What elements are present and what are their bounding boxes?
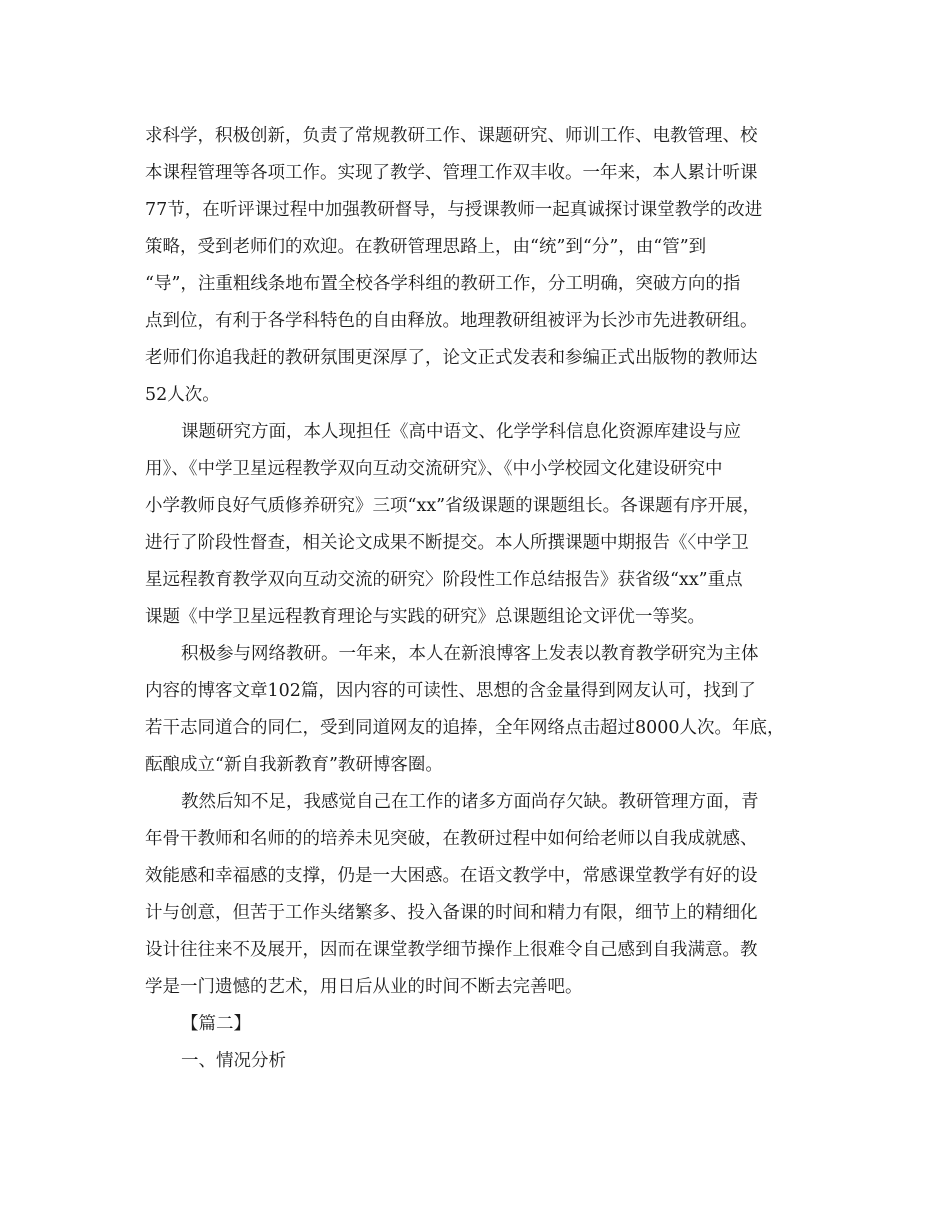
text-line: 若干志同道合的同仁，受到同道网友的追捧，全年网络点击超过8000人次。年底， [145, 718, 785, 738]
paragraph-online-research [145, 636, 810, 784]
text-line: 本课程管理等各项工作。实现了教学、管理工作双丰收。一年来，本人累计听课 [145, 163, 758, 183]
text-line: 设计往往来不及展开，因而在课堂教学细节操作上很难令自己感到自我满意。教 [145, 940, 758, 960]
text-line: 求科学，积极创新，负责了常规教研工作、课题研究、师训工作、电教管理、校 [145, 126, 758, 146]
text-line: 计与创意，但苦于工作头绪繁多、投入备课的时间和精力有限，细节上的精细化 [145, 903, 758, 923]
text-line: 学是一门遗憾的艺术，用日后从业的时间不断去完善吧。 [145, 977, 583, 997]
text-line: 星远程教育教学双向互动交流的研究〉阶段性工作总结报告》获省级“xx”重点 [145, 570, 743, 590]
text-line: 课题研究方面，本人现担任《高中语文、化学学科信息化资源库建设与应 [181, 422, 741, 442]
text-line: 课题《中学卫星远程教育理论与实践的研究》总课题组论文评优一等奖。 [145, 607, 705, 627]
text-line: 老师们你追我赶的教研氛围更深厚了，论文正式发表和参编正式出版物的教师达 [145, 348, 758, 368]
subheading-situation-analysis [145, 1043, 810, 1080]
paragraph-shortcomings [145, 784, 810, 1006]
text-line: 内容的博客文章102篇，因内容的可读性、思想的含金量得到网友认可，找到了 [145, 681, 756, 701]
section-title: 【篇二】 [181, 1014, 251, 1034]
text-line: 进行了阶段性督查，相关论文成果不断提交。本人所撰课题中期报告《〈中学卫 [145, 533, 749, 553]
paragraph-teaching-research [145, 118, 810, 414]
document-body [145, 118, 810, 1080]
text-line: 酝酿成立“新自我新教育”教研博客圈。 [145, 755, 443, 775]
text-line: 77节，在听评课过程中加强教研督导，与授课教师一起真诚探讨课堂教学的改进 [145, 200, 763, 220]
text-line: “导”，注重粗线条地布置全校各学科组的教研工作，分工明确，突破方向的指 [145, 274, 741, 294]
text-line: 小学教师良好气质修养研究》三项“xx”省级课题的课题组长。各课题有序开展， [145, 496, 761, 516]
text-line: 积极参与网络教研。一年来，本人在新浪博客上发表以教育教学研究为主体 [181, 644, 759, 664]
text-line: 52人次。 [145, 385, 220, 405]
subsection-title: 一、情况分析 [181, 1051, 286, 1071]
section-heading-part-two [145, 1006, 810, 1043]
text-line: 效能感和幸福感的支撑，仍是一大困惑。在语文教学中，常感课堂教学有好的设 [145, 866, 758, 886]
text-line: 策略，受到老师们的欢迎。在教研管理思路上，由“统”到“分”，由“管”到 [145, 237, 707, 257]
paragraph-project-research [145, 414, 810, 636]
text-line: 用》、《中学卫星远程教学双向互动交流研究》、《中小学校园文化建设研究中 [145, 459, 723, 479]
text-line: 年骨干教师和名师的的培养未见突破，在教研过程中如何给老师以自我成就感、 [145, 829, 758, 849]
text-line: 教然后知不足，我感觉自己在工作的诸多方面尚存欠缺。教研管理方面，青 [181, 792, 759, 812]
text-line: 点到位，有利于各学科特色的自由释放。地理教研组被评为长沙市先进教研组。 [145, 311, 758, 331]
